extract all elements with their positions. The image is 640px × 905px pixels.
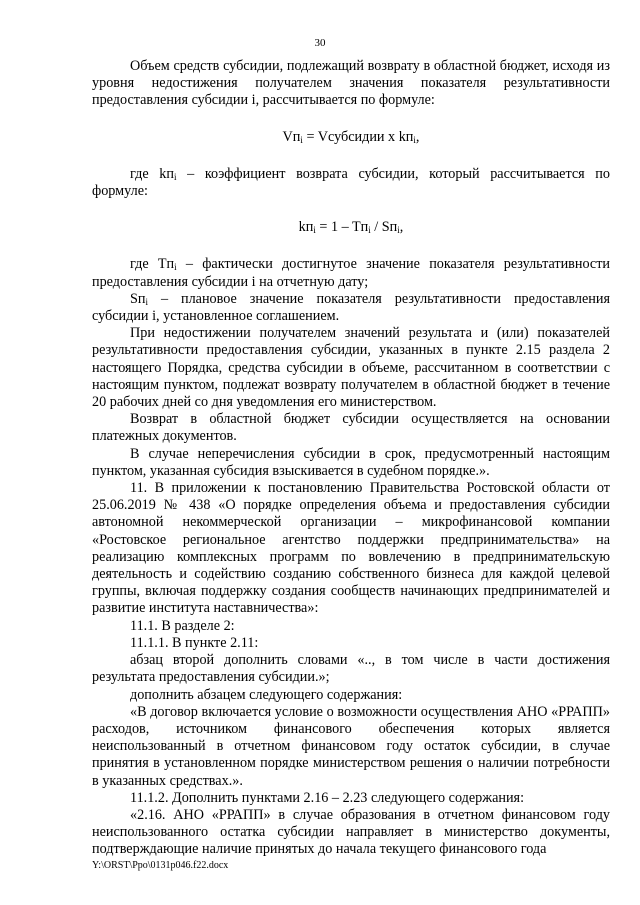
paragraph-nonachievement: При недостижении получателем значений результата и (или) показателей результативности предоставления субсидии, указанных в пункте 2.15 раздела 2 настоящего Порядка, средства субсидии в объеме, рассчитанном в соответствии с настоящим пунктом, подлежат возврату получателем в областной бюджет в течение 20 рабочих дней со дня уведомления его министерством. bbox=[92, 325, 610, 411]
paragraph-item-11-1-2: 11.1.2. Дополнить пунктами 2.16 – 2.23 следующего содержания: bbox=[130, 789, 525, 806]
paragraph-contract-condition: «В договор включается условие о возможности осуществления АНО «РРАПП» расходов, источником финансового обеспечения которых является неиспользованный в отчетном финансовом году остаток субсидии, в случае принятия в установленном порядке министерством решения о наличии потребности в указанных средствах.». bbox=[92, 703, 610, 789]
paragraph-planned-value: $Sп_i$ – плановое значение показателя результативности предоставления субсидии i, установленное соглашением. bbox=[92, 290, 610, 325]
file-path-footer: Y:\ORST\Ppo\0131p046.f22.docx bbox=[92, 860, 229, 871]
paragraph-item-11-1: 11.1. В разделе 2: bbox=[130, 617, 235, 634]
paragraph-item-11-1-1: 11.1.1. В пункте 2.11: bbox=[130, 634, 259, 651]
formula-coefficient: $kп_i = 1 - Tп_i / Sп_i$, bbox=[298, 219, 404, 236]
paragraph-court-recovery: В случае неперечисления субсидии в срок, предусмотренный настоящим пунктом, указанная субсидия взыскивается в судебном порядке.». bbox=[92, 445, 610, 479]
paragraph-actual-value: где $Tп_i$ – фактически достигнутое значение показателя результативности предоставления субсидии i на отчетную дату; bbox=[92, 256, 611, 290]
paragraph-return-volume: Объем средств субсидии, подлежащий возврату в областной бюджет, исходя из уровня недостижения получателем значения показателя результативности предоставления субсидии i, рассчитывается по формуле: bbox=[92, 58, 610, 109]
document-body bbox=[92, 58, 610, 859]
paragraph-return-basis: Возврат в областной бюджет субсидии осуществляется на основании платежных документов. bbox=[92, 411, 610, 445]
formula-return-volume: $Vп_i$ = Vсубсидии x $kп_i$, bbox=[282, 128, 420, 145]
paragraph-coefficient-definition: где $kп_i$ – коэффициент возврата субсидии, который рассчитывается по формуле: bbox=[92, 165, 610, 200]
page-number: 30 bbox=[314, 37, 326, 49]
paragraph-item-11: 11. В приложении к постановлению Правительства Ростовской области от 25.06.2019 № 438 «О порядке определения объема и предоставления субсидии автономной некоммерческой организации – микрофинансовой компании «Ростовское региональное агентство поддержки предпринимательства» на реализацию комплексных программ по вовлечению в предпринимательскую деятельность и содействию созданию собственного бизнеса для каждой целевой группы, включая поддержку создания сообществ начинающих предпринимателей и развитие института наставничества»: bbox=[92, 480, 610, 617]
paragraph-second-abzats: абзац второй дополнить словами «.., в том числе в части достижения результата предоставления субсидии.»; bbox=[92, 652, 610, 686]
paragraph-item-2-16: «2.16. АНО «РРАПП» в случае образования в отчетном финансовом году неиспользованного остатка субсидии направляет в министерство документы, подтверждающие наличие принятых до начала текущего финансового года bbox=[92, 806, 610, 858]
paragraph-add-abzats: дополнить абзацем следующего содержания: bbox=[130, 686, 403, 703]
